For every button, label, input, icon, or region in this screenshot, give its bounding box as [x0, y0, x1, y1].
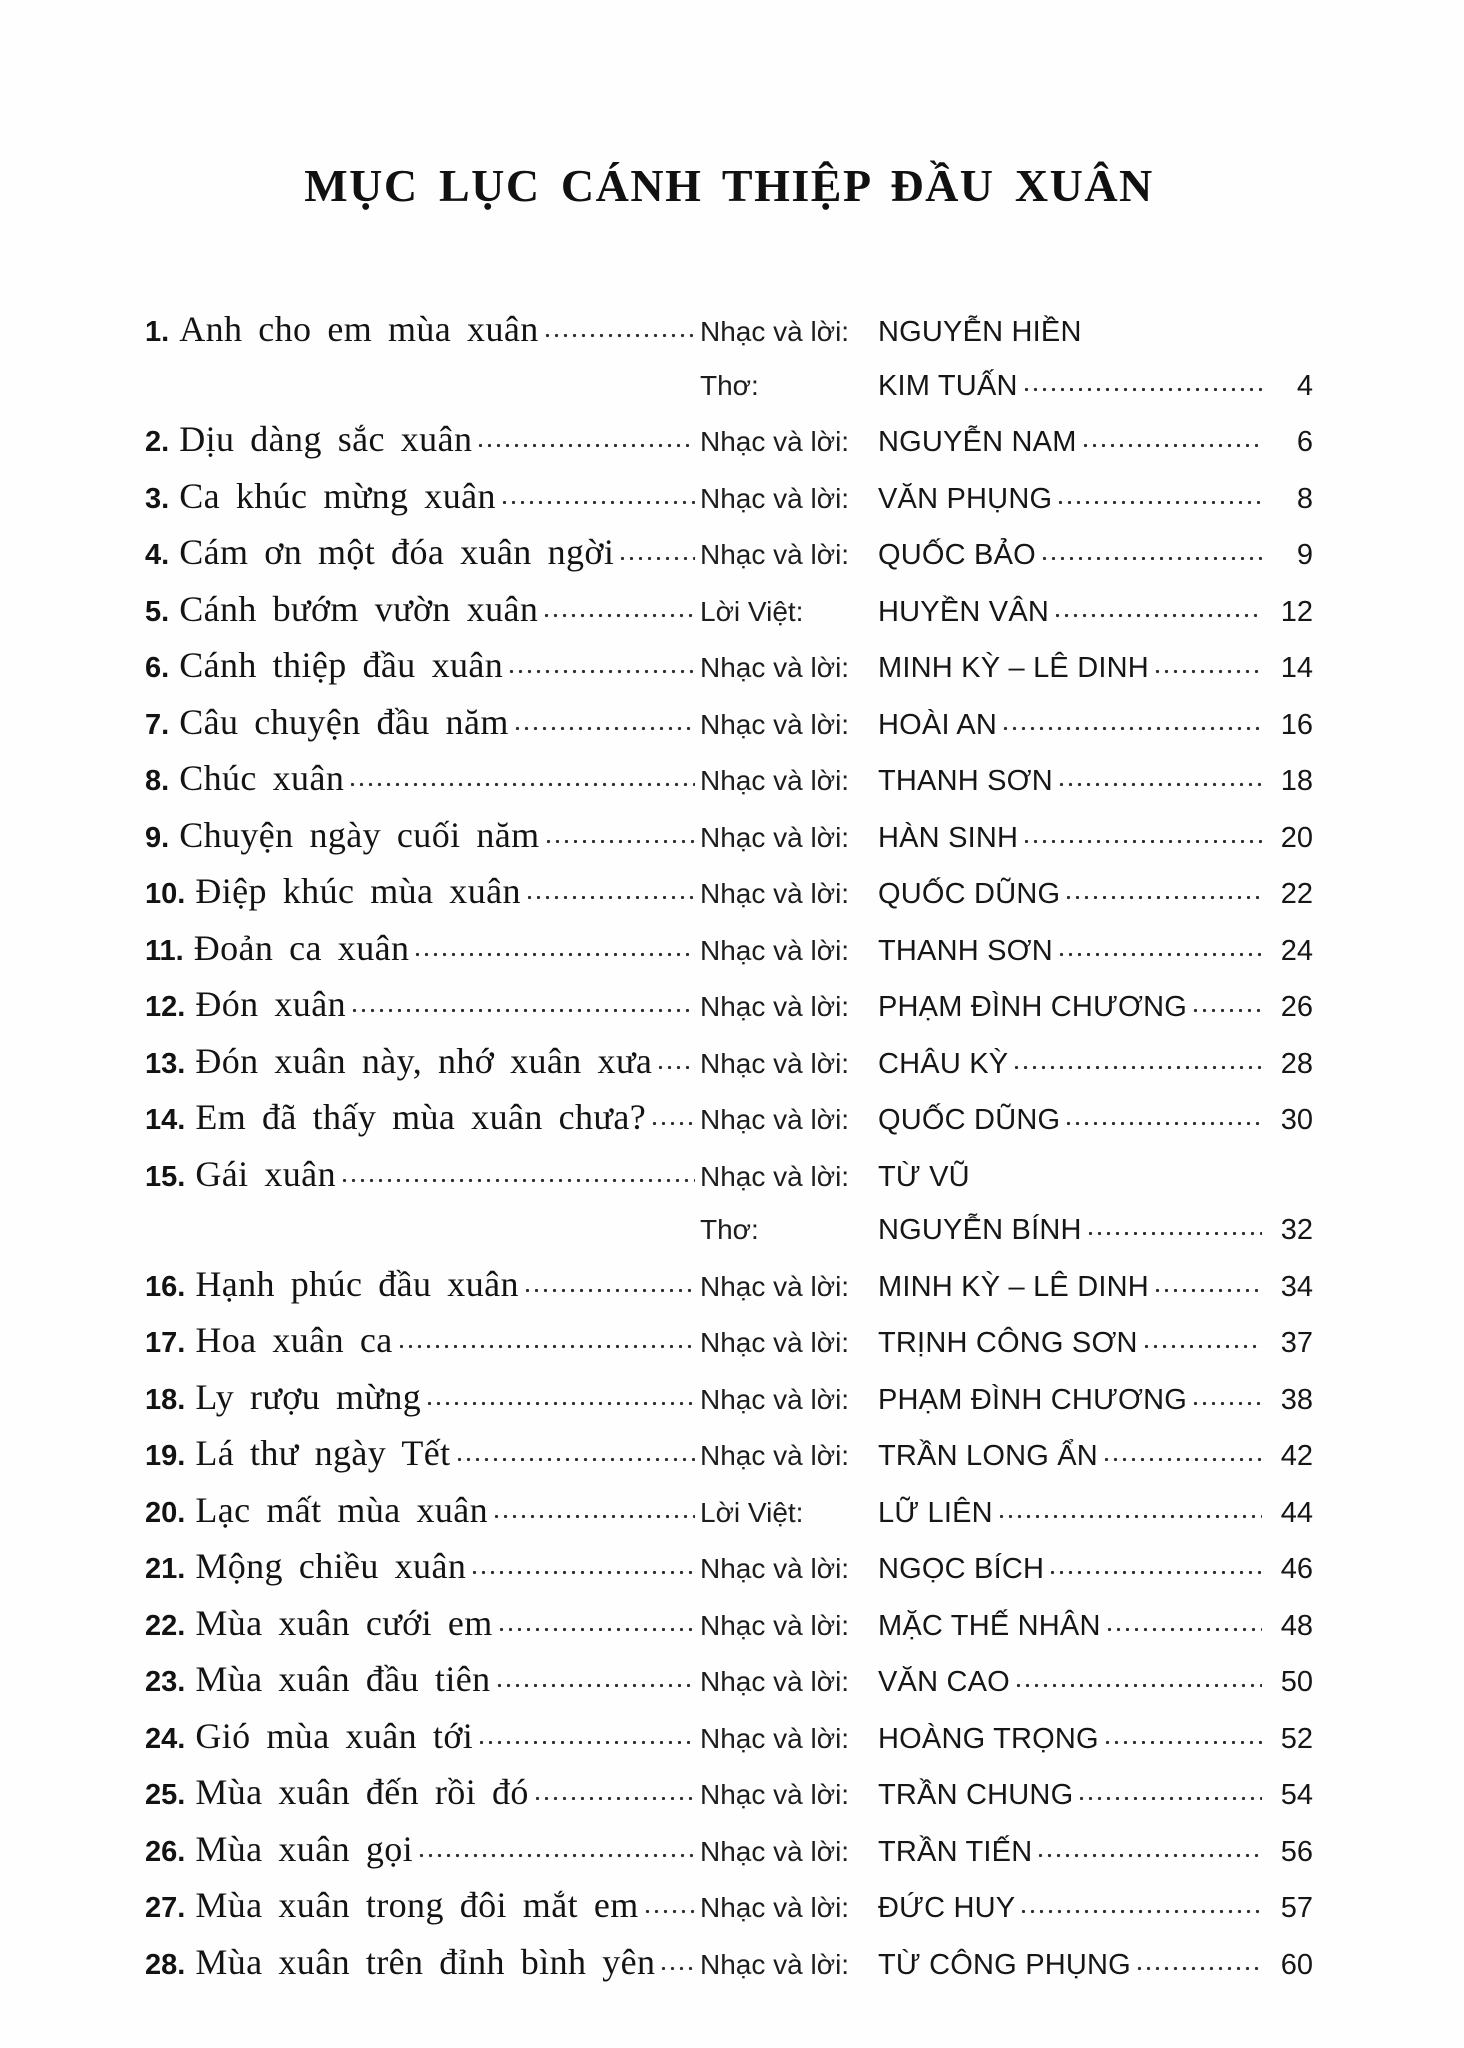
- entry-title: Mùa xuân trên đỉnh bình yên: [195, 1941, 656, 1982]
- toc-line: [145, 1040, 1313, 1085]
- toc-line: [145, 757, 1313, 802]
- title-cell: [145, 1376, 700, 1421]
- title-cell: [145, 1319, 700, 1364]
- author-name: PHẠM ĐÌNH CHƯƠNG: [878, 1383, 1188, 1416]
- credit-label: Nhạc và lời:: [700, 1609, 850, 1641]
- dot-leader: [533, 1796, 695, 1801]
- author-cell: [878, 1266, 1313, 1308]
- entry-number: 24.: [145, 1722, 186, 1755]
- credit-label: Nhạc và lời:: [700, 878, 850, 909]
- entry-number: 10.: [145, 878, 186, 910]
- title-cell: [145, 418, 700, 463]
- author-name: HOÀI AN: [878, 708, 998, 741]
- author-cell: [878, 1043, 1313, 1085]
- dot-leader: [476, 443, 695, 448]
- page-number: 30: [1280, 1104, 1313, 1136]
- dot-leader: [650, 1121, 695, 1126]
- title-cell: [145, 814, 700, 859]
- author-cell: [878, 1379, 1313, 1421]
- page-number: 54: [1280, 1779, 1313, 1811]
- credit-label: Nhạc và lời:: [700, 1440, 850, 1471]
- entry-number: 3.: [145, 482, 170, 515]
- author-cell: [878, 478, 1313, 520]
- dot-leader: [1102, 1457, 1262, 1462]
- title-cell: [145, 1432, 700, 1477]
- dot-leader: [1001, 726, 1262, 731]
- author-cell: [878, 1774, 1313, 1816]
- title-cell: [145, 1658, 700, 1703]
- author-cell: [878, 1156, 1313, 1198]
- dot-leader: [1040, 556, 1262, 561]
- entry-title: Đoản ca xuân: [193, 927, 410, 968]
- title-cell: [145, 757, 700, 802]
- author-name: TRẦN LONG ẨN: [878, 1440, 1098, 1472]
- title-cell: [145, 1040, 700, 1085]
- entry-title: Cánh bướm vườn xuân: [179, 588, 539, 629]
- entry-title: Mộng chiều xuân: [195, 1546, 467, 1586]
- entry-title: Gái xuân: [195, 1153, 336, 1194]
- title-cell: [145, 531, 700, 576]
- entry-title: Đón xuân: [195, 984, 346, 1024]
- entry-title: Cám ơn một đóa xuân ngời: [179, 532, 615, 572]
- page-number: 32: [1280, 1214, 1313, 1246]
- author-name: ĐỨC HUY: [878, 1892, 1016, 1924]
- entry-title: Hoa xuân ca: [195, 1320, 393, 1360]
- dot-leader: [397, 1344, 695, 1349]
- entry-title: Chúc xuân: [179, 758, 345, 798]
- title-cell: [145, 644, 700, 689]
- dot-leader: [543, 333, 695, 338]
- author-cell: [878, 1605, 1313, 1647]
- entry-number: 11.: [145, 934, 184, 967]
- author-name: QUỐC DŨNG: [878, 878, 1061, 910]
- entry-number: 27.: [145, 1892, 186, 1924]
- toc-list: [145, 308, 1313, 1986]
- title-cell: [145, 701, 700, 746]
- author-name: TRẦN TIẾN: [878, 1835, 1033, 1868]
- title-cell: [145, 1941, 700, 1986]
- page-number: 20: [1280, 821, 1313, 854]
- toc-line: [145, 531, 1313, 576]
- author-cell: [878, 1209, 1313, 1251]
- entry-number: 18.: [145, 1383, 186, 1416]
- entry-title: Cánh thiệp đầu xuân: [179, 645, 504, 685]
- author-name: VĂN PHỤNG: [878, 482, 1053, 515]
- author-name: NGUYỄN HIỀN: [878, 316, 1082, 348]
- toc-line: [145, 1319, 1313, 1364]
- dot-leader: [643, 1909, 695, 1914]
- credit-label: Nhạc và lời:: [700, 539, 850, 570]
- dot-leader: [1103, 1740, 1262, 1745]
- dot-leader: [659, 1966, 695, 1971]
- dot-leader: [1057, 952, 1262, 957]
- dot-leader: [618, 556, 695, 561]
- dot-leader: [1022, 387, 1262, 392]
- author-name: VĂN CAO: [878, 1666, 1010, 1698]
- toc-line: [145, 1489, 1313, 1534]
- credit-label: Nhạc và lời:: [700, 1892, 850, 1923]
- entry-number: 8.: [145, 765, 170, 797]
- author-name: HÀN SINH: [878, 821, 1019, 854]
- credit-label: Nhạc và lời:: [700, 1047, 850, 1079]
- dot-leader: [1153, 1288, 1262, 1293]
- credit-label: Nhạc và lời:: [700, 1160, 850, 1192]
- dot-leader: [1057, 782, 1262, 787]
- author-name: TRẦN CHUNG: [878, 1779, 1074, 1811]
- author-name: TỪ VŨ: [878, 1160, 970, 1193]
- dot-leader: [507, 669, 695, 674]
- title-cell: [145, 308, 700, 353]
- page-number: 8: [1296, 482, 1313, 515]
- dot-leader: [350, 1008, 695, 1013]
- entry-title: Anh cho em mùa xuân: [179, 309, 539, 349]
- dot-leader: [1077, 1796, 1262, 1801]
- page-number: 38: [1280, 1383, 1313, 1416]
- entry-number: 16.: [145, 1270, 186, 1303]
- entry-number: 13.: [145, 1047, 186, 1080]
- author-cell: [878, 421, 1313, 463]
- credit-label: Nhạc và lời:: [700, 316, 850, 347]
- title-cell: [145, 1884, 700, 1929]
- entry-title: Điệp khúc mùa xuân: [195, 871, 521, 911]
- toc-line: [145, 814, 1313, 859]
- credit-label: Nhạc và lời:: [700, 821, 850, 853]
- entry-number: 17.: [145, 1327, 186, 1359]
- author-cell: [878, 1435, 1313, 1477]
- dot-leader: [1056, 500, 1262, 505]
- entry-title: Mùa xuân trong đôi mắt em: [195, 1885, 639, 1925]
- title-cell: [145, 1263, 700, 1308]
- entry-number: 22.: [145, 1609, 186, 1642]
- author-cell: [878, 930, 1313, 972]
- credit-label: Nhạc và lời:: [700, 1948, 850, 1980]
- credit-label: Thơ:: [700, 1214, 759, 1245]
- dot-leader: [523, 1288, 695, 1293]
- dot-leader: [525, 895, 695, 900]
- page-number: 48: [1280, 1609, 1313, 1642]
- dot-leader: [544, 839, 695, 844]
- entry-title: Em đã thấy mùa xuân chưa?: [195, 1097, 647, 1137]
- credit-label: Nhạc và lời:: [700, 934, 850, 966]
- dot-leader: [1064, 1121, 1262, 1126]
- dot-leader: [1153, 669, 1262, 674]
- entry-title: Mùa xuân cưới em: [195, 1602, 493, 1643]
- author-name: NGỌC BÍCH: [878, 1553, 1045, 1585]
- entry-title: Gió mùa xuân tới: [195, 1715, 474, 1756]
- entry-number: 14.: [145, 1104, 186, 1136]
- entry-title: Hạnh phúc đầu xuân: [195, 1263, 519, 1304]
- toc-line: [145, 1545, 1313, 1590]
- author-name: NGUYỄN BÍNH: [878, 1214, 1082, 1246]
- credit-label: Nhạc và lời:: [700, 1666, 850, 1697]
- toc-line: [145, 1263, 1313, 1308]
- dot-leader: [497, 1627, 695, 1632]
- toc-line: [145, 644, 1313, 689]
- toc-line: [145, 1153, 1313, 1198]
- author-name: MẶC THẾ NHÂN: [878, 1609, 1101, 1642]
- toc-line: [145, 1884, 1313, 1929]
- page-number: 28: [1280, 1047, 1313, 1080]
- entry-number: 25.: [145, 1779, 186, 1811]
- dot-leader: [455, 1457, 695, 1462]
- entry-title: Ly rượu mừng: [195, 1376, 422, 1417]
- author-name: LỮ LIÊN: [878, 1496, 993, 1529]
- title-cell: [145, 588, 700, 633]
- entry-number: 6.: [145, 652, 170, 684]
- author-cell: [878, 873, 1313, 915]
- author-name: THANH SƠN: [878, 934, 1053, 967]
- dot-leader: [1019, 1909, 1262, 1914]
- credit-label: Nhạc và lời:: [700, 426, 850, 457]
- title-cell: [145, 1828, 700, 1873]
- dot-leader: [1142, 1344, 1262, 1349]
- credit-label: Nhạc và lời:: [700, 1270, 850, 1302]
- author-cell: [878, 1099, 1313, 1141]
- toc-line: [145, 870, 1313, 915]
- toc-line: [145, 1209, 1313, 1251]
- dot-leader: [425, 1401, 695, 1406]
- title-cell: [145, 1545, 700, 1590]
- author-name: MINH KỲ – LÊ DINH: [878, 652, 1149, 684]
- title-cell: [145, 1096, 700, 1141]
- entry-title: Mùa xuân đầu tiên: [195, 1659, 491, 1699]
- credit-label: Nhạc và lời:: [700, 1383, 850, 1415]
- dot-leader: [1036, 1853, 1262, 1858]
- author-name: TỪ CÔNG PHỤNG: [878, 1948, 1131, 1981]
- page-number: 37: [1280, 1327, 1313, 1359]
- dot-leader: [1064, 895, 1262, 900]
- author-cell: [878, 1548, 1313, 1590]
- credit-label: Nhạc và lời:: [700, 708, 850, 740]
- author-cell: [878, 534, 1313, 576]
- dot-leader: [1086, 1231, 1262, 1236]
- dot-leader: [513, 726, 695, 731]
- author-name: THANH SƠN: [878, 765, 1053, 797]
- toc-line: [145, 927, 1313, 972]
- dot-leader: [348, 782, 695, 787]
- toc-line: [145, 1658, 1313, 1703]
- page-number: 4: [1296, 369, 1313, 402]
- toc-line: [145, 1715, 1313, 1760]
- title-cell: [145, 475, 700, 520]
- credit-label: Nhạc và lời:: [700, 652, 850, 683]
- dot-leader: [477, 1740, 695, 1745]
- entry-title: Lá thư ngày Tết: [195, 1433, 451, 1473]
- toc-line: [145, 588, 1313, 633]
- dot-leader: [492, 1514, 695, 1519]
- title-cell: [145, 1771, 700, 1816]
- credit-label: Nhạc và lời:: [700, 482, 850, 514]
- credit-label: Nhạc và lời:: [700, 1553, 850, 1584]
- entry-title: Mùa xuân đến rồi đó: [195, 1772, 529, 1812]
- toc-line: [145, 1096, 1313, 1141]
- entry-title: Dịu dàng sắc xuân: [179, 419, 473, 459]
- entry-number: 9.: [145, 821, 170, 854]
- dot-leader: [1191, 1008, 1262, 1013]
- entry-number: 15.: [145, 1160, 186, 1193]
- dot-leader: [413, 952, 695, 957]
- credit-label: Nhạc và lời:: [700, 1104, 850, 1135]
- content-column: [145, 0, 1313, 1986]
- entry-number: 2.: [145, 426, 170, 458]
- author-cell: [878, 1831, 1313, 1873]
- entry-number: 12.: [145, 991, 186, 1023]
- author-name: TRỊNH CÔNG SƠN: [878, 1327, 1138, 1359]
- page-title: MỤC LỤC CÁNH THIỆP ĐẦU XUÂN: [304, 160, 1154, 211]
- dot-leader: [1053, 613, 1262, 618]
- page-number: 52: [1280, 1722, 1313, 1755]
- author-name: NGUYỄN NAM: [878, 426, 1077, 458]
- title-cell: [145, 983, 700, 1028]
- page-number: 26: [1280, 991, 1313, 1023]
- toc-line: [145, 1432, 1313, 1477]
- page-number: 56: [1280, 1835, 1313, 1868]
- credit-label: Nhạc và lời:: [700, 1327, 850, 1358]
- credit-label: Nhạc và lời:: [700, 1835, 850, 1867]
- toc-line: [145, 365, 1313, 407]
- page-number: 50: [1280, 1666, 1313, 1698]
- author-cell: [878, 1718, 1313, 1760]
- entry-number: 28.: [145, 1948, 186, 1981]
- title-cell: [145, 870, 700, 915]
- toc-line: [145, 308, 1313, 353]
- toc-line: [145, 475, 1313, 520]
- page-number: 9: [1296, 539, 1313, 571]
- author-name: HOÀNG TRỌNG: [878, 1722, 1099, 1755]
- title-cell: [145, 1715, 700, 1760]
- dot-leader: [1135, 1966, 1262, 1971]
- page-number: 60: [1280, 1948, 1313, 1981]
- page-number: 6: [1296, 426, 1313, 458]
- entry-title: Lạc mất mùa xuân: [195, 1489, 489, 1530]
- author-cell: [878, 1322, 1313, 1364]
- dot-leader: [340, 1178, 695, 1183]
- entry-number: 4.: [145, 539, 170, 571]
- toc-line: [145, 1771, 1313, 1816]
- credit-label: Nhạc và lời:: [700, 991, 850, 1022]
- dot-leader: [495, 1683, 696, 1688]
- entry-number: 23.: [145, 1666, 186, 1698]
- author-cell: [878, 760, 1313, 802]
- dot-leader: [1012, 1065, 1262, 1070]
- entry-title: Câu chuyện đầu năm: [179, 701, 509, 742]
- page-number: 18: [1280, 765, 1313, 797]
- dot-leader: [1081, 443, 1262, 448]
- credit-label: Nhạc và lời:: [700, 765, 850, 796]
- credit-label: Nhạc và lời:: [700, 1722, 850, 1754]
- page-number: 14: [1280, 652, 1313, 684]
- author-cell: [878, 647, 1313, 689]
- title-cell: [145, 1153, 700, 1198]
- author-cell: [878, 311, 1313, 353]
- entry-number: 26.: [145, 1835, 186, 1868]
- author-cell: [878, 1492, 1313, 1534]
- author-name: KIM TUẤN: [878, 369, 1018, 402]
- author-cell: [878, 1944, 1313, 1986]
- toc-line: [145, 1602, 1313, 1647]
- author-cell: [878, 704, 1313, 746]
- dot-leader: [997, 1514, 1262, 1519]
- page-number: 12: [1280, 595, 1313, 628]
- page-number: 22: [1280, 878, 1313, 910]
- author-cell: [878, 1887, 1313, 1929]
- author-cell: [878, 591, 1313, 633]
- credit-label: Lời Việt:: [700, 595, 804, 627]
- toc-line: [145, 701, 1313, 746]
- toc-line: [145, 1941, 1313, 1986]
- dot-leader: [417, 1853, 695, 1858]
- entry-title: Mùa xuân gọi: [195, 1828, 414, 1869]
- entry-number: 7.: [145, 708, 170, 741]
- dot-leader: [1191, 1401, 1262, 1406]
- dot-leader: [542, 613, 695, 618]
- dot-leader: [1048, 1570, 1262, 1575]
- title-cell: [145, 927, 700, 972]
- page-number: 57: [1280, 1892, 1313, 1924]
- author-cell: [878, 817, 1313, 859]
- page-number: 24: [1280, 934, 1313, 967]
- author-name: MINH KỲ – LÊ DINH: [878, 1270, 1149, 1303]
- page-number: 42: [1280, 1440, 1313, 1472]
- toc-line: [145, 418, 1313, 463]
- credit-label: Thơ:: [700, 369, 759, 401]
- author-name: QUỐC DŨNG: [878, 1104, 1061, 1136]
- author-cell: [878, 986, 1313, 1028]
- page-number: 34: [1280, 1270, 1313, 1303]
- dot-leader: [1022, 839, 1262, 844]
- page-number: 44: [1280, 1496, 1313, 1529]
- author-name: HUYỀN VÂN: [878, 595, 1049, 628]
- dot-leader: [1105, 1627, 1262, 1632]
- author-name: QUỐC BẢO: [878, 539, 1036, 571]
- title-cell: [145, 1489, 700, 1534]
- entry-title: Đón xuân này, nhớ xuân xưa: [195, 1040, 653, 1081]
- author-cell: [878, 365, 1313, 407]
- credit-label: Lời Việt:: [700, 1496, 804, 1528]
- author-name: PHẠM ĐÌNH CHƯƠNG: [878, 991, 1188, 1023]
- dot-leader: [656, 1065, 695, 1070]
- title-cell: [145, 1602, 700, 1647]
- entry-number: 19.: [145, 1440, 186, 1472]
- toc-line: [145, 1828, 1313, 1873]
- dot-leader: [470, 1570, 695, 1575]
- page-number: 16: [1280, 708, 1313, 741]
- entry-number: 5.: [145, 595, 170, 628]
- dot-leader: [1014, 1683, 1262, 1688]
- toc-line: [145, 1376, 1313, 1421]
- page-number: 46: [1280, 1553, 1313, 1585]
- author-cell: [878, 1661, 1313, 1703]
- author-name: CHÂU KỲ: [878, 1047, 1009, 1080]
- credit-label: Nhạc và lời:: [700, 1779, 850, 1810]
- entry-number: 1.: [145, 316, 170, 348]
- entry-number: 21.: [145, 1553, 186, 1585]
- entry-title: Ca khúc mừng xuân: [179, 475, 496, 516]
- entry-number: 20.: [145, 1496, 186, 1529]
- dot-leader: [500, 500, 695, 505]
- toc-line: [145, 983, 1313, 1028]
- entry-title: Chuyện ngày cuối năm: [179, 814, 540, 855]
